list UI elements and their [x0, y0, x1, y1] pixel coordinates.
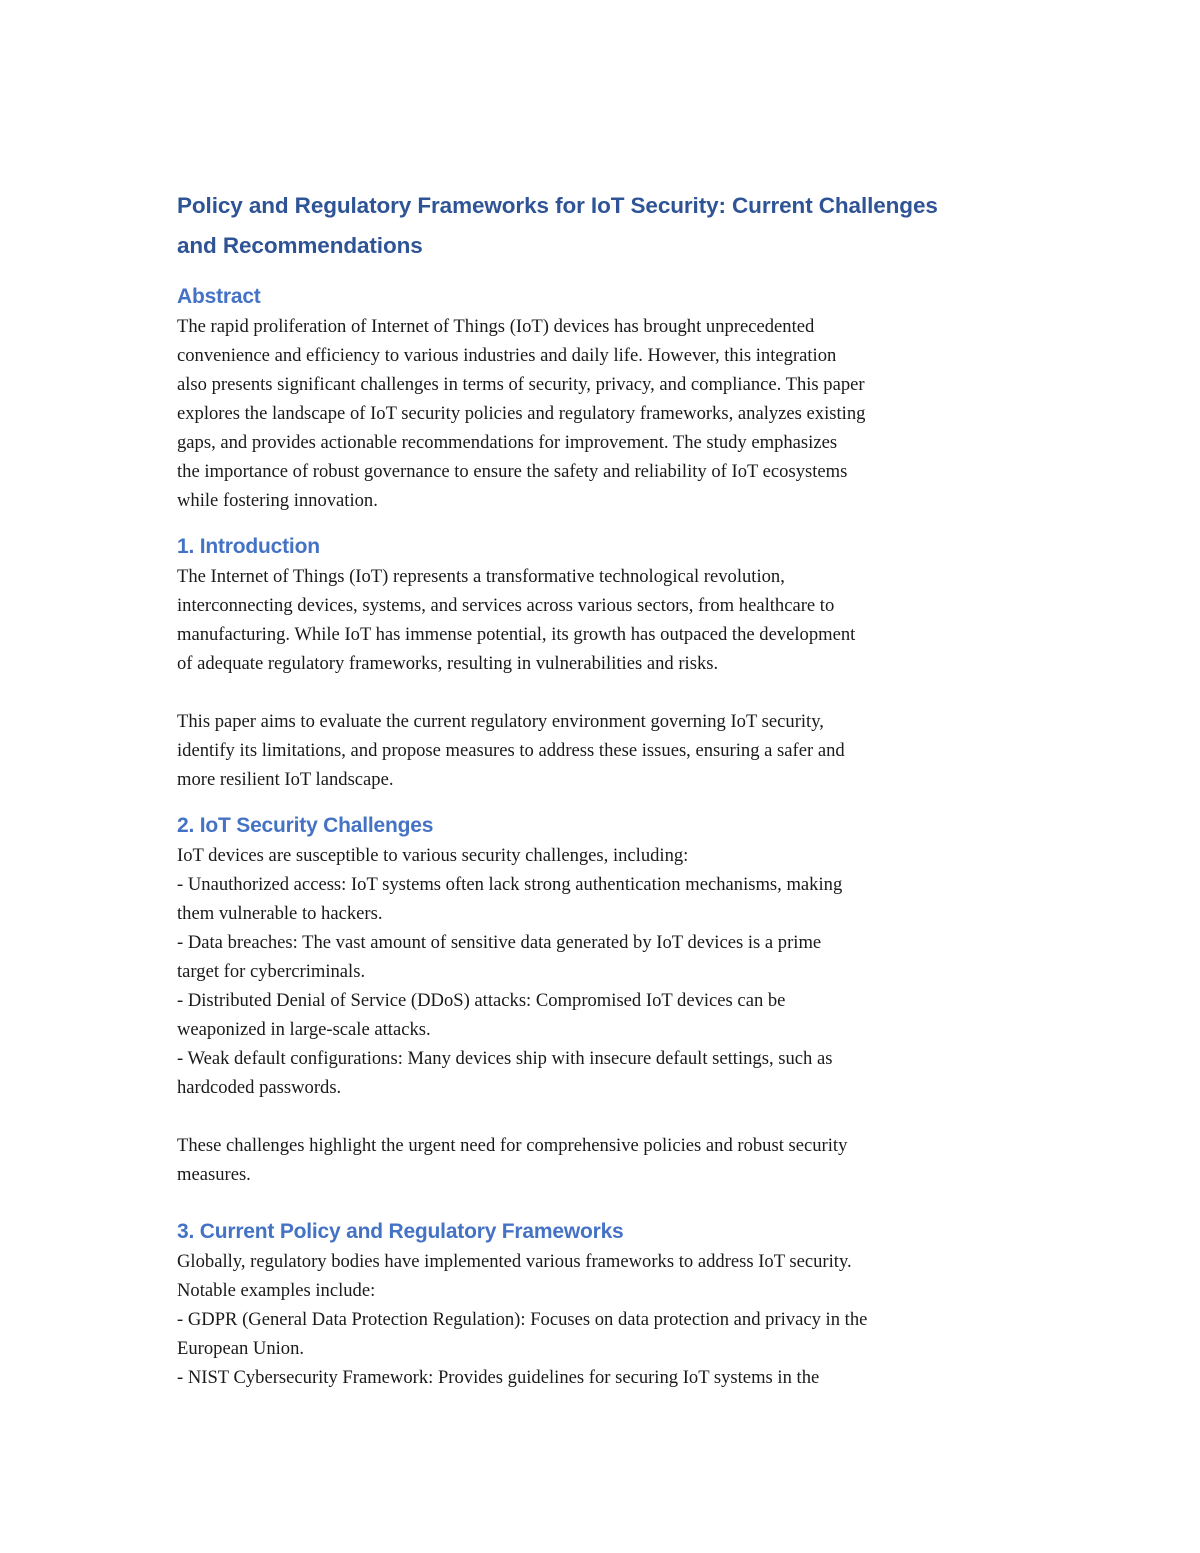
text-line: IoT devices are susceptible to various security challenges, including: — [177, 845, 689, 866]
document-title — [177, 186, 1039, 266]
challenges-paragraph-2 — [177, 1131, 1039, 1189]
list-item-line: hardcoded passwords. — [177, 1077, 342, 1098]
text-line: measures. — [177, 1164, 251, 1185]
text-line: The Internet of Things (IoT) represents a transformative technological revolution, — [177, 566, 785, 587]
challenges-heading: 2. IoT Security Challenges — [177, 814, 434, 837]
text-line: the importance of robust governance to ensure the safety and reliability of IoT ecosystems — [177, 461, 848, 482]
text-line: interconnecting devices, systems, and services across various sectors, from healthcare to — [177, 595, 835, 616]
frameworks-heading: 3. Current Policy and Regulatory Frameworks — [177, 1220, 624, 1243]
title-line: and Recommendations — [177, 233, 423, 258]
list-item-line: weaponized in large-scale attacks. — [177, 1019, 431, 1040]
paragraph-spacer — [177, 678, 1039, 707]
text-line: identify its limitations, and propose measures to address these issues, ensuring a safer and — [177, 740, 845, 761]
text-line: Globally, regulatory bodies have implemented various frameworks to address IoT security. — [177, 1251, 852, 1272]
text-line: manufacturing. While IoT has immense potential, its growth has outpaced the development — [177, 624, 856, 645]
list-item-line: - Distributed Denial of Service (DDoS) attacks: Compromised IoT devices can be — [177, 990, 786, 1011]
page-content — [177, 186, 1039, 1392]
text-line: The rapid proliferation of Internet of Things (IoT) devices has brought unprecedented — [177, 316, 815, 337]
list-item-line: target for cybercriminals. — [177, 961, 366, 982]
list-item-line: - Weak default configurations: Many devices ship with insecure default settings, such as — [177, 1048, 833, 1069]
title-line: Policy and Regulatory Frameworks for IoT Security: Current Challenges — [177, 193, 938, 218]
text-line: while fostering innovation. — [177, 490, 378, 511]
challenges-paragraph-1 — [177, 841, 1039, 1102]
list-item-line: - GDPR (General Data Protection Regulation): Focuses on data protection and privacy in the — [177, 1309, 868, 1330]
paragraph-spacer — [177, 1102, 1039, 1131]
introduction-paragraph-2 — [177, 707, 1039, 794]
abstract-paragraph — [177, 312, 1039, 515]
text-line: gaps, and provides actionable recommendations for improvement. The study emphasizes — [177, 432, 838, 453]
abstract-heading: Abstract — [177, 285, 261, 308]
text-line: convenience and efficiency to various industries and daily life. However, this integration — [177, 345, 837, 366]
introduction-paragraph-1 — [177, 562, 1039, 678]
frameworks-paragraph — [177, 1247, 1039, 1392]
list-item-line: them vulnerable to hackers. — [177, 903, 383, 924]
text-line: Notable examples include: — [177, 1280, 376, 1301]
text-line: more resilient IoT landscape. — [177, 769, 394, 790]
text-line: explores the landscape of IoT security policies and regulatory frameworks, analyzes existing — [177, 403, 866, 424]
list-item-line: European Union. — [177, 1338, 305, 1359]
text-line: of adequate regulatory frameworks, resulting in vulnerabilities and risks. — [177, 653, 719, 674]
list-item-line: - NIST Cybersecurity Framework: Provides guidelines for securing IoT systems in the — [177, 1367, 820, 1388]
text-line: These challenges highlight the urgent need for comprehensive policies and robust security — [177, 1135, 848, 1156]
text-line: also presents significant challenges in terms of security, privacy, and compliance. This paper — [177, 374, 865, 395]
introduction-heading: 1. Introduction — [177, 535, 320, 558]
list-item-line: - Data breaches: The vast amount of sensitive data generated by IoT devices is a prime — [177, 932, 822, 953]
list-item-line: - Unauthorized access: IoT systems often lack strong authentication mechanisms, making — [177, 874, 843, 895]
text-line: This paper aims to evaluate the current regulatory environment governing IoT security, — [177, 711, 824, 732]
